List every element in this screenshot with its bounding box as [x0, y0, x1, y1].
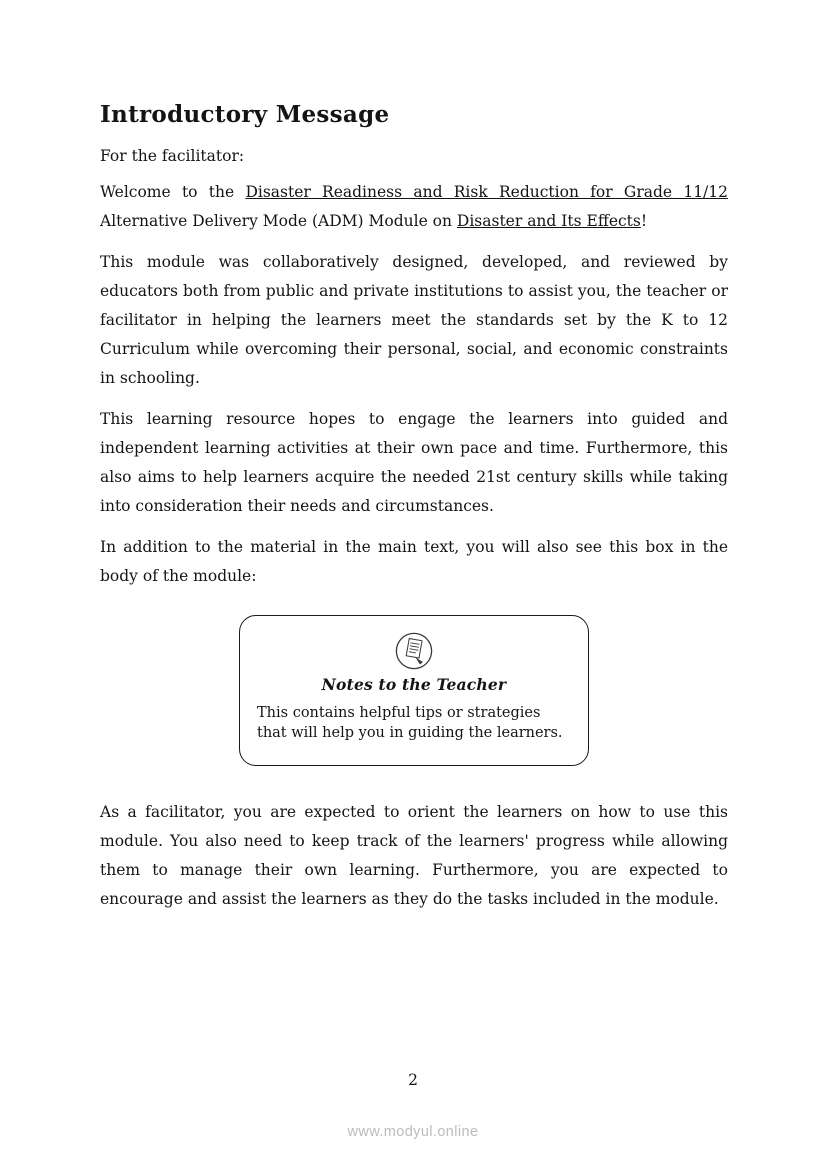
document-content	[100, 101, 728, 926]
page-number: 2	[408, 1071, 418, 1089]
page-title: Introductory Message	[100, 101, 390, 128]
notes-to-teacher-box	[239, 615, 589, 766]
paragraph-facilitator-role: As a facilitator, you are expected to orient the learners on how to use this module. You also need to keep track of the learners' progress while allowing them to manage their own learning. Furthermore, you are expected to encourage and assist the learners as they do the tasks included in the module.	[100, 802, 728, 908]
welcome-text-1: Welcome to the	[100, 183, 246, 201]
notes-icon-container	[257, 631, 571, 671]
paragraph-learning-resource: This learning resource hopes to engage the learners into guided and independent learning activities at their own pace and time. Furthermore, this also aims to help learners acquire the needed 21st century skills while taking into consideration their needs and circumstances.	[100, 409, 728, 515]
watermark-url: www.modyul.online	[347, 1124, 479, 1140]
module-series-title-underlined: Disaster Readiness and Risk Reduction for Grade 11/12	[245, 183, 728, 201]
welcome-text-2: Alternative Delivery Mode (ADM) Module on	[100, 211, 457, 230]
welcome-paragraph	[100, 178, 728, 236]
notes-box-body: This contains helpful tips or strategies that will help you in guiding the learners.	[257, 704, 563, 742]
salutation-line: For the facilitator:	[100, 147, 245, 165]
paragraph-module-design: This module was collaboratively designed, developed, and reviewed by educators both from public and private institutions to assist you, the teacher or facilitator in helping the learners meet the standards set by the K to 12 Curriculum while overcoming their personal, social, and economic constraints in schooling.	[100, 252, 728, 387]
welcome-text-3: !	[640, 211, 648, 230]
paragraph-box-intro: In addition to the material in the main text, you will also see this box in the body of the module:	[100, 537, 728, 585]
module-topic-underlined: Disaster and Its Effects	[456, 211, 641, 230]
notes-stamp-icon	[394, 631, 434, 671]
notes-box-title: Notes to the Teacher	[321, 674, 507, 694]
